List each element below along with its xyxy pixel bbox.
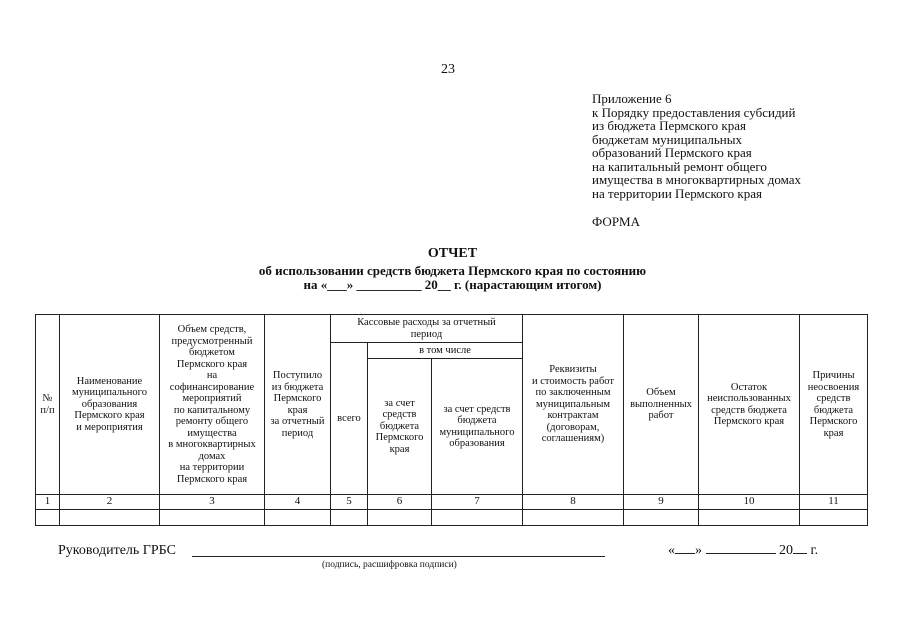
table-cell — [699, 510, 800, 526]
column-number: 6 — [368, 495, 432, 510]
form-label: ФОРМА — [592, 214, 640, 229]
table-cell — [523, 510, 624, 526]
header-unused-balance: Остаток неиспользованных средств бюджета Пермского края — [699, 315, 800, 495]
appendix-line: к Порядку предоставления субсидий — [592, 104, 796, 120]
appendix-line: из бюджета Пермского края — [592, 118, 747, 133]
header-contract-details: Реквизиты и стоимость работ по заключенным муниципальным контрактам (договорам, соглашениям) — [523, 315, 624, 495]
subtitle-line-1: об использовании средств бюджета Пермского края по состоянию — [258, 263, 647, 278]
report-subtitle — [0, 264, 905, 292]
table-cell — [36, 510, 60, 526]
year-suffix: г. — [810, 543, 819, 558]
column-number: 8 — [523, 495, 624, 510]
header-planned-volume: Объем средств, предусмотренный бюджетом Пермского края на софинансирование мероприятий по капитальному ремонту общего имущества в многоквартирных домах на территории Пермского края — [160, 315, 265, 495]
header-received: Поступило из бюджета Пермского края за отчетный период — [265, 315, 331, 495]
table-row — [36, 510, 868, 526]
signature-label: Руководитель ГРБС — [58, 543, 176, 558]
report-table — [35, 314, 868, 526]
header-work-volume: Объем выполненных работ — [624, 315, 699, 495]
column-number: 4 — [265, 495, 331, 510]
header-total: всего — [331, 343, 368, 495]
header-including: в том числе — [368, 343, 523, 359]
year-blank — [793, 541, 807, 554]
signature-caption: (подпись, расшифровка подписи) — [322, 560, 457, 570]
appendix-line: на капитальный ремонт общего — [592, 158, 767, 174]
year-prefix: 20 — [779, 543, 793, 558]
table-cell — [432, 510, 523, 526]
column-number: 9 — [624, 495, 699, 510]
column-number: 2 — [60, 495, 160, 510]
header-reasons: Причины неосвоения средств бюджета Пермского края — [800, 315, 868, 495]
appendix-line: бюджетам муниципальных — [592, 131, 742, 147]
header-regional-budget: за счет средств бюджета Пермского края — [368, 359, 432, 495]
table-cell — [160, 510, 265, 526]
appendix-line: на территории Пермского края — [592, 185, 762, 201]
table-cell — [265, 510, 331, 526]
day-blank — [675, 541, 695, 554]
appendix-block — [592, 92, 801, 200]
date-open-quote: « — [668, 543, 675, 558]
header-municipality: Наименование муниципального образования Пермского края и мероприятия — [60, 315, 160, 495]
column-number: 1 — [36, 495, 60, 510]
subtitle-line-2: на «___» __________ 20__ г. (нарастающим итогом) — [303, 277, 602, 292]
table-cell — [800, 510, 868, 526]
table-cell — [368, 510, 432, 526]
appendix-line: образований Пермского края — [592, 145, 752, 160]
table-cell — [60, 510, 160, 526]
report-title: ОТЧЕТ — [427, 246, 478, 261]
column-number: 5 — [331, 495, 368, 510]
date-field — [668, 541, 818, 559]
month-blank — [706, 541, 776, 554]
table-cell — [624, 510, 699, 526]
table-cell — [331, 510, 368, 526]
appendix-line: имущества в многоквартирных домах — [592, 172, 802, 187]
appendix-line: Приложение 6 — [592, 91, 672, 106]
header-number: № п/п — [36, 315, 60, 495]
header-municipal-budget: за счет средств бюджета муниципального образования — [432, 359, 523, 495]
date-close-quote: » — [695, 543, 702, 558]
column-number: 10 — [699, 495, 800, 510]
table-row-numbers — [36, 495, 868, 510]
column-number: 7 — [432, 495, 523, 510]
header-cash-expenses: Кассовые расходы за отчетный период — [331, 315, 523, 343]
column-number: 3 — [160, 495, 265, 510]
signature-line — [192, 556, 605, 557]
page-number: 23 — [441, 62, 455, 77]
column-number: 11 — [800, 495, 868, 510]
